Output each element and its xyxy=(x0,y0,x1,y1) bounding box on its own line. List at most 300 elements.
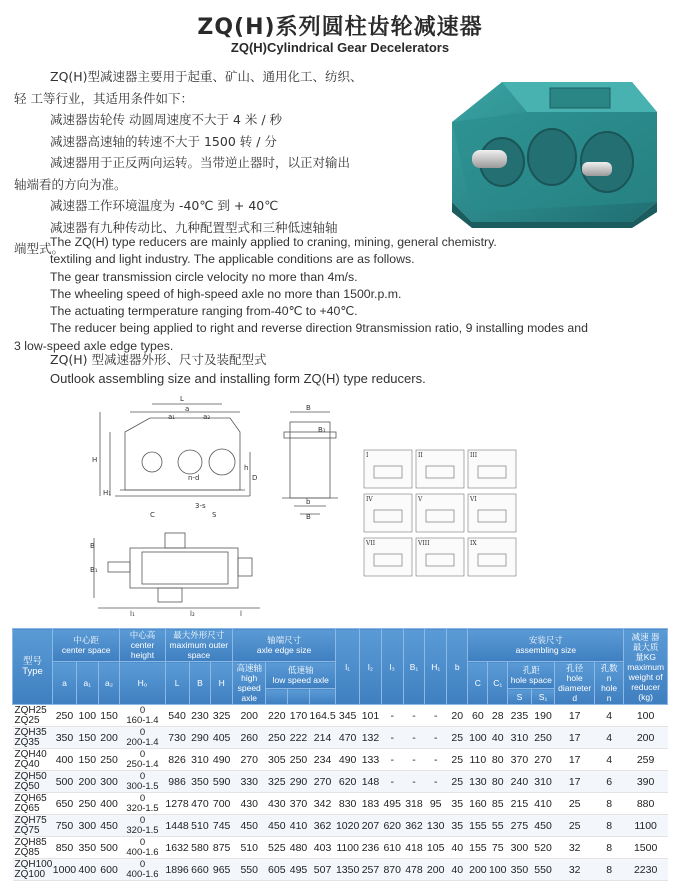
cell-ho-line: 300-1.5 xyxy=(126,780,159,792)
cell-w: 100 xyxy=(624,705,668,727)
intro-en-line: The ZQ(H) type reducers are mainly applied to craning, mining, general chemistry. xyxy=(50,235,497,249)
cell-ho-line: 0 xyxy=(139,792,146,804)
header-assembling: 安装尺寸 assembling size xyxy=(468,629,624,662)
cell-b1: - xyxy=(403,727,425,749)
cell-b: 35 xyxy=(447,815,468,837)
cell-b1: - xyxy=(403,749,425,771)
reducer-photo xyxy=(432,62,664,230)
cell-w: 2230 xyxy=(624,859,668,881)
table-row xyxy=(13,771,668,793)
cell-l3: - xyxy=(381,727,403,749)
cell-ls2: 290 xyxy=(288,771,310,793)
cell-ls1: 605 xyxy=(266,859,288,881)
dim-label: B₁ xyxy=(90,566,98,574)
cell-w: 1100 xyxy=(624,815,668,837)
cell-a2: 600 xyxy=(98,859,120,881)
cell-a1: 100 xyxy=(76,705,98,727)
dim-label: a xyxy=(185,405,190,413)
cell-ls1: 220 xyxy=(266,705,288,727)
cell-h1: 130 xyxy=(425,815,447,837)
cell-b: 25 xyxy=(447,727,468,749)
cell-d: 17 xyxy=(555,771,595,793)
cell-b1: - xyxy=(403,705,425,727)
cell-l2: 101 xyxy=(360,705,382,727)
cell-c: 60 xyxy=(468,705,488,727)
cell-type xyxy=(13,793,53,815)
cell-l: 826 xyxy=(165,749,189,771)
header-c1: C₁ xyxy=(488,662,508,705)
cell-a: 400 xyxy=(52,749,76,771)
cell-s: 240 xyxy=(508,771,532,793)
cell-type-line: ZQH65 xyxy=(14,792,47,804)
header-a2: a₂ xyxy=(98,662,120,705)
dim-label: D xyxy=(252,474,258,482)
spec-table xyxy=(12,628,668,881)
cell-h: 405 xyxy=(211,727,233,749)
spec-table-wrap xyxy=(12,628,668,890)
cell-type-line: ZQ100 xyxy=(14,868,46,880)
table-row xyxy=(13,837,668,859)
cell-h: 490 xyxy=(211,749,233,771)
cell-n: 4 xyxy=(595,705,624,727)
cell-hs: 330 xyxy=(233,771,266,793)
cell-s1: 450 xyxy=(531,815,555,837)
cell-c1: 80 xyxy=(488,771,508,793)
header-l2: l₂ xyxy=(360,629,382,705)
cell-c: 155 xyxy=(468,837,488,859)
header-type: 型号 Type xyxy=(13,629,53,705)
cell-ls1: 250 xyxy=(266,727,288,749)
cell-ls3: 270 xyxy=(309,771,335,793)
cell-a2: 300 xyxy=(98,771,120,793)
cell-n: 4 xyxy=(595,727,624,749)
cell-s1: 190 xyxy=(531,705,555,727)
cell-a2: 450 xyxy=(98,815,120,837)
cell-c: 155 xyxy=(468,815,488,837)
dim-label: l₂ xyxy=(190,610,195,618)
cell-b: 310 xyxy=(189,749,211,771)
cell-w: 1500 xyxy=(624,837,668,859)
dim-label: C xyxy=(150,511,155,519)
cell-type-line: ZQH100 xyxy=(14,858,53,870)
cell-hs: 260 xyxy=(233,727,266,749)
cell-ho-line: 0 xyxy=(139,836,146,848)
table-row xyxy=(13,793,668,815)
cell-ho-line: 320-1.5 xyxy=(126,824,159,836)
cell-l1: 1100 xyxy=(336,837,360,859)
config-label: IV xyxy=(366,496,373,503)
cell-type-line: ZQ35 xyxy=(14,736,40,748)
cell-b1: - xyxy=(403,771,425,793)
cell-l2: 236 xyxy=(360,837,382,859)
cell-c1: 80 xyxy=(488,749,508,771)
cell-a1: 250 xyxy=(76,793,98,815)
cell-ho xyxy=(120,771,165,793)
cell-a2: 200 xyxy=(98,727,120,749)
cell-ls2: 250 xyxy=(288,749,310,771)
header-l: L xyxy=(165,662,189,705)
cell-a: 850 xyxy=(52,837,76,859)
cell-ls2: 370 xyxy=(288,793,310,815)
intro-cn xyxy=(14,66,434,260)
cell-hs: 430 xyxy=(233,793,266,815)
cell-s: 275 xyxy=(508,815,532,837)
cell-s1: 520 xyxy=(531,837,555,859)
config-label: II xyxy=(418,452,423,459)
dim-label: S xyxy=(212,511,217,519)
cell-c1: 28 xyxy=(488,705,508,727)
config-label: VI xyxy=(470,496,477,503)
cell-a2: 500 xyxy=(98,837,120,859)
cell-l3: 870 xyxy=(381,859,403,881)
header-h1: H₁ xyxy=(425,629,447,705)
cell-type-line: ZQH75 xyxy=(14,814,47,826)
cell-ls3: 362 xyxy=(309,815,335,837)
cell-ho-line: 0 xyxy=(139,770,146,782)
header-hole-number: 孔数 n hole n xyxy=(595,662,624,705)
header-b1: B₁ xyxy=(403,629,425,705)
cell-l: 1448 xyxy=(165,815,189,837)
cell-a1: 350 xyxy=(76,837,98,859)
intro-en-line: The wheeling speed of high-speed axle no more than 1500r.p.m. xyxy=(50,286,402,301)
cell-b: 290 xyxy=(189,727,211,749)
cell-s1: 410 xyxy=(531,793,555,815)
cell-ls2: 170 xyxy=(288,705,310,727)
cell-l3: - xyxy=(381,771,403,793)
cell-type xyxy=(13,705,53,727)
install-config-grid xyxy=(362,448,517,578)
cell-b: 40 xyxy=(447,859,468,881)
cell-type-line: ZQ65 xyxy=(14,802,40,814)
cell-h1: - xyxy=(425,727,447,749)
cell-w: 880 xyxy=(624,793,668,815)
cell-ls2: 480 xyxy=(288,837,310,859)
header-a: a xyxy=(52,662,76,705)
cell-c: 110 xyxy=(468,749,488,771)
cell-b: 580 xyxy=(189,837,211,859)
cell-l2: 133 xyxy=(360,749,382,771)
dim-label: l xyxy=(240,610,242,618)
cell-s: 370 xyxy=(508,749,532,771)
cell-n: 8 xyxy=(595,815,624,837)
intro-en-line: The actuating termperature ranging from-40℃ to +40℃. xyxy=(50,304,358,319)
cell-ls3: 234 xyxy=(309,749,335,771)
cell-b1: 362 xyxy=(403,815,425,837)
cell-c1: 40 xyxy=(488,727,508,749)
cell-l1: 470 xyxy=(336,727,360,749)
dim-label: H xyxy=(92,456,98,464)
cell-h: 965 xyxy=(211,859,233,881)
cell-ls1: 430 xyxy=(266,793,288,815)
header-h: H xyxy=(211,662,233,705)
cell-type xyxy=(13,859,53,881)
cell-w: 390 xyxy=(624,771,668,793)
cell-ls1: 305 xyxy=(266,749,288,771)
cell-a2: 250 xyxy=(98,749,120,771)
cell-b: 20 xyxy=(447,705,468,727)
intro-en-line: textiling and light industry. The applicable conditions are as follows. xyxy=(50,252,415,267)
cell-b1: 418 xyxy=(403,837,425,859)
cell-ls2: 410 xyxy=(288,815,310,837)
dim-label: b xyxy=(306,498,311,506)
header-ls-blank xyxy=(266,689,288,705)
cell-type-line: ZQH85 xyxy=(14,836,47,848)
cell-ho-line: 400-1.6 xyxy=(126,846,159,858)
cell-w: 200 xyxy=(624,727,668,749)
cell-ls1: 325 xyxy=(266,771,288,793)
intro-en-line: The reducer being applied to right and reverse direction 9transmission ratio, 9 installing modes and xyxy=(50,321,588,336)
header-c: C xyxy=(468,662,488,705)
intro-cn-line: 减速器工作环境温度为 -40℃ 到 + 40℃ xyxy=(50,198,279,213)
intro-en-line: 3 low-speed axle edge types. xyxy=(14,338,174,353)
cell-ho xyxy=(120,727,165,749)
cell-s1: 550 xyxy=(531,859,555,881)
cell-h: 325 xyxy=(211,705,233,727)
intro-cn-line: 轻 工等行业，其适用条件如下： xyxy=(14,90,193,106)
top-view-drawing xyxy=(90,528,290,618)
cell-ho xyxy=(120,837,165,859)
cell-l: 986 xyxy=(165,771,189,793)
cell-c1: 85 xyxy=(488,793,508,815)
cell-a2: 400 xyxy=(98,793,120,815)
cell-a1: 150 xyxy=(76,727,98,749)
cell-c: 100 xyxy=(468,727,488,749)
cell-l: 540 xyxy=(165,705,189,727)
table-row xyxy=(13,749,668,771)
cell-h1: 105 xyxy=(425,837,447,859)
cell-l2: 132 xyxy=(360,727,382,749)
cell-ho-line: 250-1.4 xyxy=(126,758,159,770)
header-outer-space: 最大外形尺寸 maximum outer space xyxy=(165,629,232,662)
cell-n: 8 xyxy=(595,793,624,815)
cell-ho xyxy=(120,859,165,881)
cell-b: 25 xyxy=(447,771,468,793)
dim-label: B xyxy=(306,513,311,520)
header-s1: S₁ xyxy=(531,689,555,705)
cell-b: 470 xyxy=(189,793,211,815)
cell-d: 17 xyxy=(555,749,595,771)
cell-s1: 250 xyxy=(531,727,555,749)
cell-h1: 95 xyxy=(425,793,447,815)
cell-s: 235 xyxy=(508,705,532,727)
cell-type-line: ZQH35 xyxy=(14,726,47,738)
cell-b1: 478 xyxy=(403,859,425,881)
table-row xyxy=(13,859,668,881)
cell-ls2: 222 xyxy=(288,727,310,749)
intro-cn-line: 轴端看的方向为准。 xyxy=(14,176,127,192)
cell-c: 200 xyxy=(468,859,488,881)
header-center-space: 中心距 center space xyxy=(52,629,119,662)
cell-h: 700 xyxy=(211,793,233,815)
intro-cn-line: 减速器用于正反两向运转。当带逆止器时，以正对输出 xyxy=(50,155,351,170)
cell-ls3: 342 xyxy=(309,793,335,815)
outlook-heading xyxy=(50,350,426,388)
cell-ho-line: 0 xyxy=(139,814,146,826)
cell-type-line: ZQ40 xyxy=(14,758,40,770)
header-center-height: 中心高 center height xyxy=(120,629,165,662)
cell-a1: 400 xyxy=(76,859,98,881)
intro-cn-line: 减速器高速轴的转速不大于 1500 转 / 分 xyxy=(50,133,277,149)
cell-s1: 270 xyxy=(531,749,555,771)
cell-type xyxy=(13,815,53,837)
cell-type-line: ZQ75 xyxy=(14,824,40,836)
cell-a: 500 xyxy=(52,771,76,793)
cell-l3: - xyxy=(381,705,403,727)
dim-label: L xyxy=(180,395,184,403)
cell-a1: 150 xyxy=(76,749,98,771)
cell-ls1: 450 xyxy=(266,815,288,837)
cell-h1: - xyxy=(425,771,447,793)
cell-type xyxy=(13,771,53,793)
intro-cn-line: 端型式。 xyxy=(14,241,65,256)
intro-cn-line: ZQ(H)型减速器主要用于起重、矿山、通用化工、纺织、 xyxy=(50,69,363,84)
cell-l: 1896 xyxy=(165,859,189,881)
cell-l1: 1020 xyxy=(336,815,360,837)
cell-c1: 55 xyxy=(488,815,508,837)
cell-ls3: 403 xyxy=(309,837,335,859)
config-label: V xyxy=(418,496,423,503)
cell-d: 25 xyxy=(555,793,595,815)
header-bw: B xyxy=(189,662,211,705)
intro-en xyxy=(14,234,669,355)
outlook-heading-cn: ZQ(H) 型减速器外形、尺寸及装配型式 xyxy=(50,352,267,367)
dim-label: B₁ xyxy=(318,426,326,434)
cell-n: 4 xyxy=(595,749,624,771)
cell-a: 750 xyxy=(52,815,76,837)
dim-label: H₁ xyxy=(103,489,112,497)
cell-w: 259 xyxy=(624,749,668,771)
cell-h1: 200 xyxy=(425,859,447,881)
cell-ho-line: 0 xyxy=(139,726,146,738)
dim-label: h xyxy=(244,464,249,472)
cell-hs: 510 xyxy=(233,837,266,859)
cell-n: 8 xyxy=(595,837,624,859)
cell-ls3: 507 xyxy=(309,859,335,881)
cell-c1: 75 xyxy=(488,837,508,859)
spec-table-body xyxy=(13,705,668,881)
cell-s1: 310 xyxy=(531,771,555,793)
cell-ho-line: 160-1.4 xyxy=(126,714,159,726)
cell-l2: 257 xyxy=(360,859,382,881)
cell-h: 875 xyxy=(211,837,233,859)
cell-b: 230 xyxy=(189,705,211,727)
header-hole-diameter: 孔径 hole diameter d xyxy=(555,662,595,705)
header-hole-space: 孔距 hole space xyxy=(508,662,555,689)
header-s: S xyxy=(508,689,532,705)
intro-cn-line: 减速器齿轮传 动圆周速度不大于 4 米 / 秒 xyxy=(50,112,283,127)
cell-d: 17 xyxy=(555,727,595,749)
cell-ho xyxy=(120,793,165,815)
cell-a: 1000 xyxy=(52,859,76,881)
cell-ls3: 214 xyxy=(309,727,335,749)
header-l3: l₃ xyxy=(381,629,403,705)
cell-l: 730 xyxy=(165,727,189,749)
dim-label: l₁ xyxy=(130,610,135,618)
cell-l1: 1350 xyxy=(336,859,360,881)
cell-s: 310 xyxy=(508,727,532,749)
dim-label: B xyxy=(306,404,311,412)
cell-type-line: ZQ85 xyxy=(14,846,40,858)
config-label: VII xyxy=(366,540,376,547)
cell-a: 650 xyxy=(52,793,76,815)
cell-l2: 207 xyxy=(360,815,382,837)
cell-s: 215 xyxy=(508,793,532,815)
header-ho: H₀ xyxy=(120,662,165,705)
page-title-cn: ZQ(H)系列圆柱齿轮减速器 xyxy=(197,15,483,40)
intro-en-line: The gear transmission circle velocity no more than 4m/s. xyxy=(50,269,358,284)
cell-s: 300 xyxy=(508,837,532,859)
cell-a: 350 xyxy=(52,727,76,749)
table-row xyxy=(13,727,668,749)
cell-type-line: ZQ50 xyxy=(14,780,40,792)
cell-l1: 490 xyxy=(336,749,360,771)
cell-l1: 345 xyxy=(336,705,360,727)
cell-c: 160 xyxy=(468,793,488,815)
cell-c: 130 xyxy=(468,771,488,793)
cell-ho xyxy=(120,749,165,771)
dim-label: 3-s xyxy=(195,502,206,510)
header-ls-blank xyxy=(288,689,310,705)
cell-a1: 300 xyxy=(76,815,98,837)
header-high-speed: 高速轴 high speed axle xyxy=(233,662,266,705)
header-weight: 减速 器 最大质 量KG maximum weight of reducer (kg) xyxy=(624,629,668,705)
cell-hs: 550 xyxy=(233,859,266,881)
header-l1: l₁ xyxy=(336,629,360,705)
table-row xyxy=(13,705,668,727)
cell-l3: 610 xyxy=(381,837,403,859)
cell-type-line: ZQH40 xyxy=(14,748,47,760)
outlook-heading-en: Outlook assembling size and installing form ZQ(H) type reducers. xyxy=(50,371,426,386)
dim-label: a₁ xyxy=(168,413,176,421)
cell-l1: 830 xyxy=(336,793,360,815)
cell-d: 32 xyxy=(555,859,595,881)
cell-type-line: ZQH25 xyxy=(14,704,47,716)
cell-a1: 200 xyxy=(76,771,98,793)
config-label: I xyxy=(366,452,369,459)
cell-n: 8 xyxy=(595,859,624,881)
cell-a2: 150 xyxy=(98,705,120,727)
page-title-en: ZQ(H)Cylindrical Gear Decelerators xyxy=(230,40,450,55)
cell-type xyxy=(13,837,53,859)
cell-h: 745 xyxy=(211,815,233,837)
cell-l: 1632 xyxy=(165,837,189,859)
cell-ho-line: 400-1.6 xyxy=(126,868,159,880)
cell-b: 510 xyxy=(189,815,211,837)
config-label: VIII xyxy=(418,540,430,547)
intro-cn-line: 减速器有九种传动比、九种配置型式和三种低速轴轴 xyxy=(50,219,338,235)
cell-s: 350 xyxy=(508,859,532,881)
cell-b: 25 xyxy=(447,749,468,771)
cell-ho-line: 0 xyxy=(139,704,146,716)
dim-label: B xyxy=(90,542,95,550)
cell-h1: - xyxy=(425,705,447,727)
cell-ho-line: 320-1.5 xyxy=(126,802,159,814)
cell-l2: 183 xyxy=(360,793,382,815)
header-axle-edge: 轴端尺寸 axle edge size xyxy=(233,629,336,662)
cell-a: 250 xyxy=(52,705,76,727)
front-view-drawing xyxy=(90,392,260,520)
cell-type xyxy=(13,727,53,749)
config-label: III xyxy=(470,452,478,459)
cell-n: 6 xyxy=(595,771,624,793)
cell-c1: 100 xyxy=(488,859,508,881)
cell-l2: 148 xyxy=(360,771,382,793)
side-view-drawing xyxy=(278,402,342,520)
dim-label: a₂ xyxy=(203,413,211,421)
cell-b: 660 xyxy=(189,859,211,881)
cell-b1: 318 xyxy=(403,793,425,815)
cell-ho xyxy=(120,705,165,727)
